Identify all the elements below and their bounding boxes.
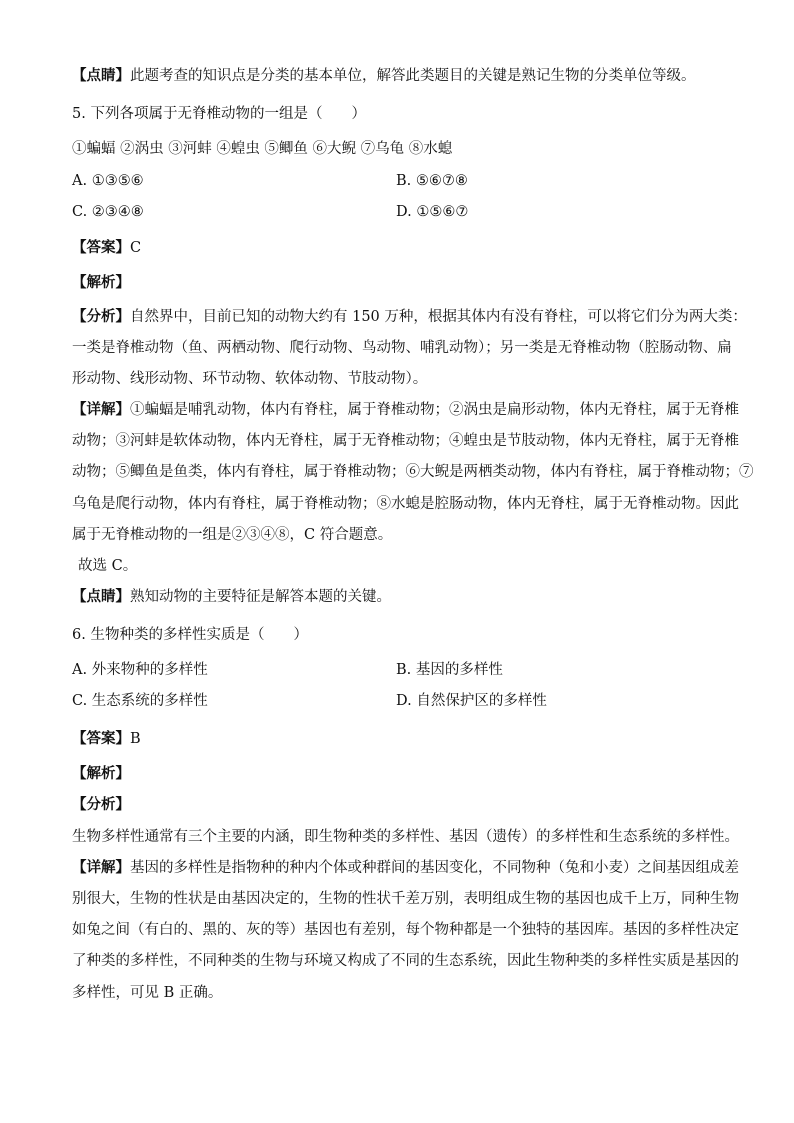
q6-xiangjie-line: 了种类的多样性，不同种类的生物与环境又构成了不同的生态系统，因此生物种类的多样性实质是基因的 xyxy=(72,953,739,969)
xiangjie-label: 【详解】 xyxy=(72,401,130,418)
q5-stem: 5. 下列各项属于无脊椎动物的一组是（ ） xyxy=(72,106,366,122)
q6-option-c: C. 生态系统的多样性 xyxy=(72,693,208,709)
fenxi-label: 【分析】 xyxy=(72,308,130,325)
fenxi-text: 自然界中，目前已知的动物大约有 150 万种，根据其体内有没有脊柱，可以将它们分为两大类： xyxy=(130,309,747,325)
q6-option-b: B. 基因的多样性 xyxy=(396,662,503,678)
q5-fenxi-line xyxy=(72,307,747,327)
q6-xiangjie-line: 别很大，生物的性状是由基因决定的，生物的性状千差万别，表明组成生物的基因也成千上万，同种生物 xyxy=(72,891,739,907)
q4-tip xyxy=(72,66,724,86)
q5-option-c: C. ②③④⑧ xyxy=(72,204,144,220)
q5-answer xyxy=(72,238,724,258)
q5-analysis-label: 【解析】 xyxy=(72,274,130,291)
tip-label: 【点睛】 xyxy=(72,67,130,84)
answer-value: C xyxy=(130,240,142,256)
answer-label: 【答案】 xyxy=(72,239,130,256)
tip-label: 【点睛】 xyxy=(72,588,130,605)
answer-label: 【答案】 xyxy=(72,730,130,747)
q5-fenxi-line: 一类是脊椎动物（鱼、两栖动物、爬行动物、鸟动物、哺乳动物）；另一类是无脊椎动物（腔肠动物、扁 xyxy=(72,340,732,356)
tip-text: 此题考查的知识点是分类的基本单位，解答此类题目的关键是熟记生物的分类单位等级。 xyxy=(130,68,696,84)
q5-conclusion: 故选 C。 xyxy=(78,558,138,574)
q5-option-a: A. ①③⑤⑥ xyxy=(72,173,144,189)
q6-xiangjie-line: 如兔之间（有白的、黑的、灰的等）基因也有差别，每个物种都是一个独特的基因库。基因的多样性决定 xyxy=(72,922,739,938)
q6-fenxi-label: 【分析】 xyxy=(72,796,130,813)
q6-answer xyxy=(72,729,724,749)
q5-option-b: B. ⑤⑥⑦⑧ xyxy=(396,173,468,189)
q5-option-d: D. ①⑤⑥⑦ xyxy=(396,204,469,220)
q6-xiangjie-line xyxy=(72,858,739,878)
xiangjie-label: 【详解】 xyxy=(72,859,130,876)
answer-value: B xyxy=(130,731,141,747)
q5-tip xyxy=(72,587,724,607)
q5-xiangjie-line xyxy=(72,400,739,420)
q6-analysis-label: 【解析】 xyxy=(72,765,130,782)
q5-xiangjie-line: 乌龟是爬行动物，体内有脊柱，属于脊椎动物；⑧水螅是腔肠动物，体内无脊柱，属于无脊椎动物。因此 xyxy=(72,496,739,512)
xiangjie-text: 基因的多样性是指物种的种内个体或种群间的基因变化，不同物种（兔和小麦）之间基因组成差 xyxy=(130,860,739,876)
tip-text: 熟知动物的主要特征是解答本题的关键。 xyxy=(130,589,391,605)
q6-option-d: D. 自然保护区的多样性 xyxy=(396,693,547,709)
q5-xiangjie-line: 动物；⑤鲫鱼是鱼类，体内有脊柱，属于脊椎动物；⑥大鲵是两栖类动物，体内有脊柱，属于脊椎动物；⑦ xyxy=(72,464,754,480)
q6-stem: 6. 生物种类的多样性实质是（ ） xyxy=(72,627,308,643)
q5-xiangjie-line: 动物；③河蚌是软体动物，体内无脊柱，属于无脊椎动物；④蝗虫是节肢动物，体内无脊柱，属于无脊椎 xyxy=(72,433,739,449)
q6-fenxi-text: 生物多样性通常有三个主要的内涵，即生物种类的多样性、基因（遗传）的多样性和生态系统的多样性。 xyxy=(72,829,739,845)
q6-option-a: A. 外来物种的多样性 xyxy=(72,662,208,678)
xiangjie-text: ①蝙蝠是哺乳动物，体内有脊柱，属于脊椎动物；②涡虫是扁形动物，体内无脊柱，属于无脊椎 xyxy=(130,402,739,418)
q6-xiangjie-line: 多样性，可见 B 正确。 xyxy=(72,985,223,1001)
q5-xiangjie-line: 属于无脊椎动物的一组是②③④⑧，C 符合题意。 xyxy=(72,527,393,543)
q5-items: ①蝙蝠 ②涡虫 ③河蚌 ④蝗虫 ⑤鲫鱼 ⑥大鲵 ⑦乌龟 ⑧水螅 xyxy=(72,141,453,157)
q5-fenxi-line: 形动物、线形动物、环节动物、软体动物、节肢动物）。 xyxy=(72,371,428,387)
